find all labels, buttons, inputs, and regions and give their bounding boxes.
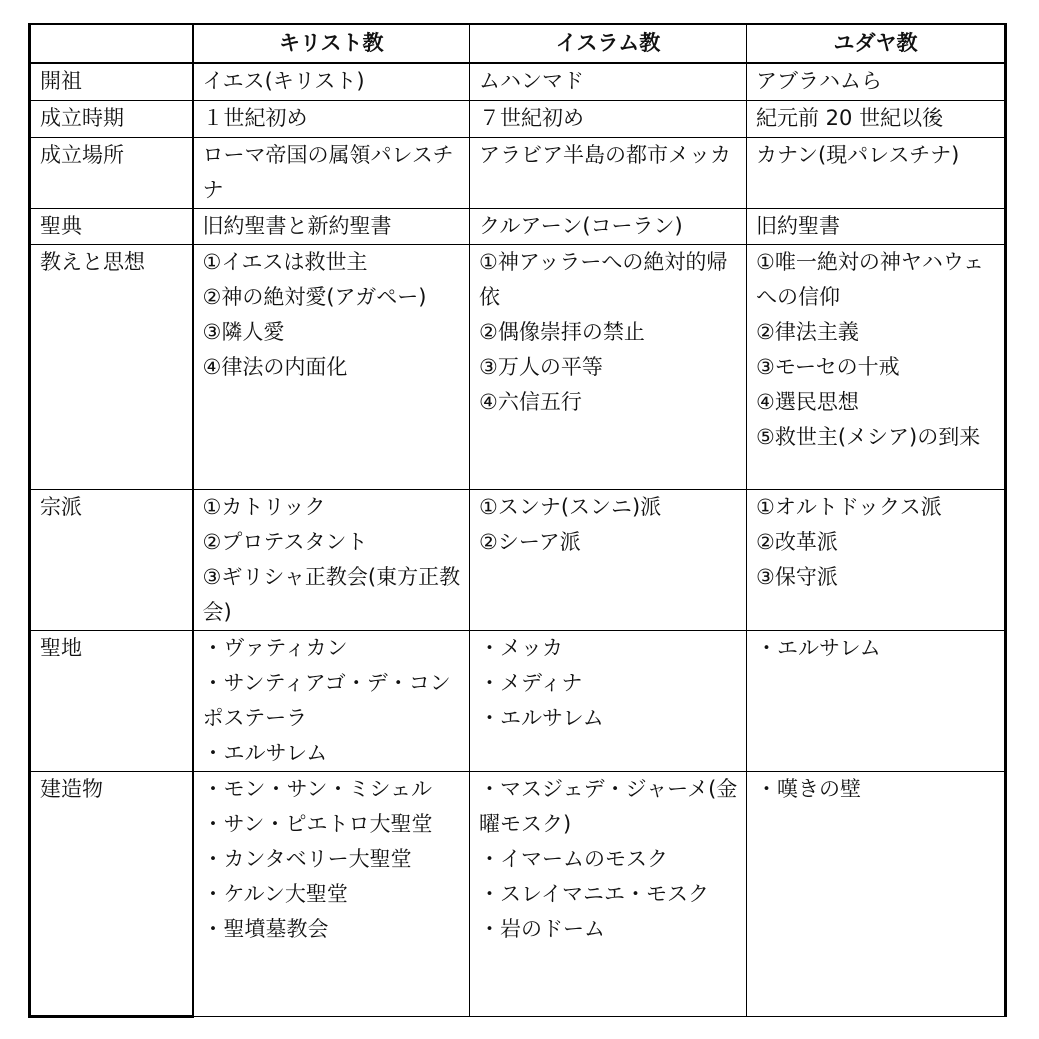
row-label: 成立場所	[30, 137, 193, 208]
cell-line: ①オルトドックス派	[756, 494, 942, 519]
cell-judaism	[747, 208, 1006, 244]
cell-line: 旧約聖書と新約聖書	[202, 213, 392, 238]
cell-islam	[470, 100, 747, 137]
cell-line: ・エルサレム	[479, 705, 604, 730]
cell-line: イエス(キリスト)	[202, 69, 365, 93]
cell-christianity	[193, 630, 470, 771]
table-row	[30, 244, 1006, 489]
cell-line: ①唯一絶対の神ヤハウェへの信仰	[756, 249, 984, 309]
cell-line: ②律法主義	[756, 319, 859, 344]
cell-islam	[470, 137, 747, 208]
cell-line: ローマ帝国の属領パレスチナ	[202, 142, 454, 202]
cell-islam	[470, 208, 747, 244]
cell-line: ①スンナ(スンニ)派	[479, 494, 662, 519]
cell-line: ・サン・ピエトロ大聖堂	[202, 811, 433, 836]
table-row	[30, 208, 1006, 244]
cell-line: ③隣人愛	[202, 319, 285, 344]
religion-comparison-table	[28, 23, 1007, 1018]
cell-islam	[470, 244, 747, 489]
cell-line: 紀元前 20 世紀以後	[756, 105, 944, 130]
cell-line: ・ケルン大聖堂	[202, 881, 348, 906]
cell-christianity	[193, 244, 470, 489]
cell-line: アラビア半島の都市メッカ	[479, 142, 731, 167]
cell-line: クルアーン(コーラン)	[479, 213, 683, 238]
cell-line: ・カンタベリー大聖堂	[202, 846, 412, 871]
cell-line: ・マスジェデ・ジャーメ(金曜モスク)	[479, 776, 738, 836]
cell-islam	[470, 630, 747, 771]
cell-judaism	[747, 489, 1006, 630]
cell-line: アブラハムら	[756, 69, 882, 93]
header-row	[30, 24, 1006, 63]
cell-line: ・スレイマニエ・モスク	[479, 881, 709, 906]
cell-line: ①神アッラーへの絶対的帰依	[479, 249, 728, 309]
header-judaism: ユダヤ教	[747, 24, 1006, 63]
cell-christianity	[193, 137, 470, 208]
cell-line: ③モーセの十戒	[756, 354, 900, 379]
row-label: 宗派	[30, 489, 193, 630]
cell-islam	[470, 771, 747, 1016]
cell-judaism	[747, 100, 1006, 137]
cell-line: ③ギリシャ正教会(東方正教会)	[202, 564, 461, 624]
cell-line: ・エルサレム	[756, 635, 881, 660]
cell-line: ④選民思想	[756, 389, 859, 414]
header-christianity: キリスト教	[193, 24, 470, 63]
cell-line: ③万人の平等	[479, 354, 603, 379]
cell-line: ・メッカ	[479, 635, 563, 660]
cell-christianity	[193, 771, 470, 1016]
cell-line: ムハンマド	[479, 69, 584, 93]
cell-line: ・岩のドーム	[479, 916, 605, 941]
table-row	[30, 630, 1006, 771]
cell-islam	[470, 489, 747, 630]
table-row	[30, 771, 1006, 1016]
row-label: 教えと思想	[30, 244, 193, 489]
cell-christianity	[193, 208, 470, 244]
cell-christianity	[193, 489, 470, 630]
cell-line: ・嘆きの壁	[756, 776, 861, 801]
cell-line: ・ヴァティカン	[202, 635, 348, 660]
cell-line: ①カトリック	[202, 494, 326, 519]
cell-islam	[470, 63, 747, 100]
cell-line: ②改革派	[756, 529, 838, 554]
cell-christianity	[193, 100, 470, 137]
cell-line: ・聖墳墓教会	[202, 916, 329, 941]
cell-line: ②偶像崇拝の禁止	[479, 319, 645, 344]
cell-judaism	[747, 771, 1006, 1016]
cell-judaism	[747, 630, 1006, 771]
cell-line: ・モン・サン・ミシェル	[202, 776, 433, 801]
cell-line: ③保守派	[756, 564, 838, 589]
cell-line: ７世紀初め	[479, 105, 584, 130]
row-label: 建造物	[30, 771, 193, 1016]
cell-line: ②プロテスタント	[202, 529, 368, 554]
header-corner-cell	[30, 24, 193, 63]
row-label: 聖地	[30, 630, 193, 771]
table-row	[30, 489, 1006, 630]
cell-line: カナン(現パレスチナ)	[756, 142, 960, 167]
cell-judaism	[747, 63, 1006, 100]
cell-line: ②神の絶対愛(アガペー)	[202, 284, 427, 309]
cell-line: ・サンティアゴ・デ・コンポステーラ	[202, 670, 451, 730]
cell-line: 旧約聖書	[756, 213, 840, 238]
row-label: 聖典	[30, 208, 193, 244]
cell-line: ④六信五行	[479, 389, 582, 414]
cell-line: ・イマームのモスク	[479, 846, 668, 871]
cell-judaism	[747, 137, 1006, 208]
cell-line: ・メディナ	[479, 670, 583, 695]
table-row	[30, 137, 1006, 208]
row-label: 成立時期	[30, 100, 193, 137]
cell-line: ②シーア派	[479, 529, 581, 554]
cell-line: １世紀初め	[202, 105, 308, 130]
cell-line: ・エルサレム	[202, 740, 328, 765]
header-islam: イスラム教	[470, 24, 747, 63]
cell-line: ①イエスは救世主	[202, 249, 368, 274]
table-row	[30, 100, 1006, 137]
row-label: 開祖	[30, 63, 193, 100]
cell-christianity	[193, 63, 470, 100]
table-row	[30, 63, 1006, 100]
cell-line: ⑤救世主(メシア)の到来	[756, 424, 981, 449]
cell-judaism	[747, 244, 1006, 489]
cell-line: ④律法の内面化	[202, 354, 348, 379]
table-body	[30, 63, 1006, 1016]
